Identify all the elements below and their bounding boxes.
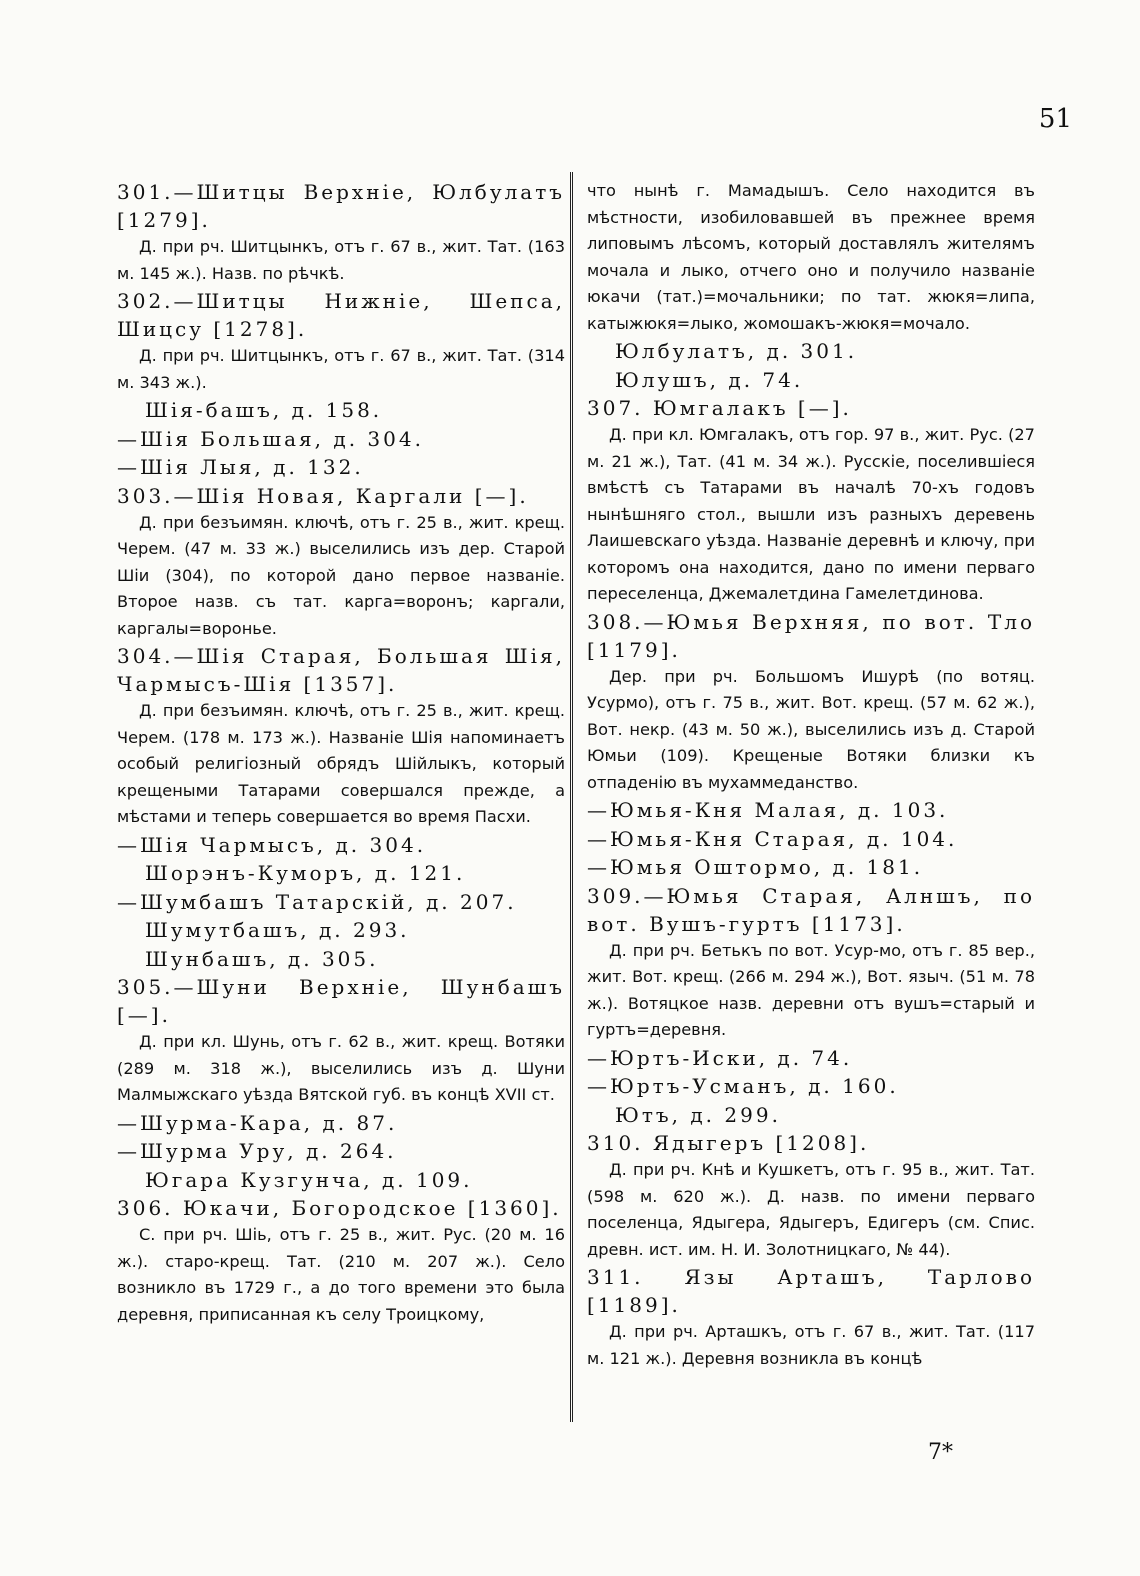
cross-reference: —Шумбашъ Татарскій, д. 207. — [117, 889, 517, 914]
printer-signature: 7* — [928, 1440, 953, 1465]
entry-heading: 310. Ядыгеръ [1208]. — [587, 1131, 870, 1155]
cross-reference: —Шурма-Кара, д. 87. — [117, 1110, 398, 1135]
cross-reference: Шія-башъ, д. 158. — [145, 398, 383, 422]
cross-reference: —Шія Большая, д. 304. — [117, 426, 424, 451]
right-column — [587, 178, 1035, 1372]
entry-body: Д. при кл. Шунь, отъ г. 62 в., жит. крещ. Вотяки (289 м. 318 ж.), выселились изъ д. Шуни Малмыжскаго уѣзда Вятской губ. въ концѣ XVII ст. — [117, 1032, 565, 1104]
cross-reference: Югара Кузгунча, д. 109. — [145, 1167, 473, 1192]
entry-heading: 309.—Юмья Старая, Алншъ, по вот. Вушъ-гуртъ [1173]. — [587, 883, 1035, 936]
entry-body: Д. при рч. Бетькъ по вот. Усур-мо, отъ г. 85 вер., жит. Вот. крещ. (266 м. 294 ж.), Вот. языч. (51 м. 78 ж.). Вотяцкое назв. деревни отъ вушъ=старый и гуртъ=деревня. — [587, 940, 1035, 1039]
column-divider — [570, 172, 573, 1422]
cross-reference: —Шурма Уру, д. 264. — [117, 1139, 397, 1163]
left-column — [117, 178, 565, 1328]
cross-reference: —Юртъ-Усманъ, д. 160. — [587, 1074, 899, 1098]
entry-heading: 308.—Юмья Верхняя, по вот. Тло [1179]. — [587, 609, 1035, 662]
entry-body: Д. при рч. Арташкъ, отъ г. 67 в., жит. Тат. (117 м. 121 ж.). Деревня возникла въ концѣ — [587, 1322, 1035, 1368]
page-number: 51 — [1038, 104, 1072, 134]
entry-body: Д. при рч. Шитцынкъ, отъ г. 67 в., жит. Тат. (163 м. 145 ж.). Назв. по рѣчкѣ. — [117, 237, 565, 283]
entry-heading: 305.—Шуни Верхніе, Шунбашъ [—]. — [117, 975, 565, 1027]
entry-body: Д. при рч. Шитцынкъ, отъ г. 67 в., жит. Тат. (314 м. 343 ж.). — [117, 346, 565, 392]
cross-reference: —Юртъ-Иски, д. 74. — [587, 1045, 853, 1070]
entry-body: Д. при безъимян. ключѣ, отъ г. 25 в., жит. крещ. Черем. (47 м. 33 ж.) выселились изъ дер. Старой Шіи (304), по которой дано первое названіе. Второе назв. съ тат. карга=воронъ; каргали, каргалы=воронье. — [117, 512, 565, 638]
cross-reference: —Юмья-Кня Малая, д. 103. — [587, 798, 949, 822]
cross-reference: —Юмья-Кня Старая, д. 104. — [587, 826, 958, 851]
entry-body: Д. при кл. Юмгалакъ, отъ гор. 97 в., жит. Рус. (27 м. 21 ж.), Тат. (41 м. 34 ж.). Русскіе, поселившіеся вмѣстѣ съ Татарами въ началѣ 70-хъ годовъ нынѣшняго стол., вышли изъ разныхъ деревень Лаишевскаго уѣзда. Названіе деревнѣ и ключу, при которомъ она находится, дано по имени перваго переселенца, Джемалетдина Гамелетдинова. — [587, 425, 1035, 603]
cross-reference: Шунбашъ, д. 305. — [145, 946, 379, 971]
cross-reference: Ютъ, д. 299. — [615, 1102, 781, 1127]
cross-reference: —Шія Чармысъ, д. 304. — [117, 832, 427, 857]
entry-body: Дер. при рч. Большомъ Ишурѣ (по вотяц. Усурмо), отъ г. 75 в., жит. Вот. крещ. (57 м. 62 ж.), Вот. некр. (43 м. 50 ж.), выселились изъ д. Старой Юмьи (109). Крещеные Вотяки близки къ отпаденію въ мухаммеданство. — [587, 666, 1035, 792]
cross-reference: —Юмья Оштормо, д. 181. — [587, 855, 924, 879]
entry-heading: 306. Юкачи, Богородское [1360]. — [117, 1196, 562, 1220]
entry-heading: 303.—Шія Новая, Каргали [—]. — [117, 483, 529, 508]
cross-reference: Шорэнъ-Куморъ, д. 121. — [145, 861, 466, 885]
cross-reference: —Шія Лыя, д. 132. — [117, 455, 364, 479]
entry-heading: 307. Юмгалакъ [—]. — [587, 396, 852, 420]
entry-body: Д. при безъимян. ключѣ, отъ г. 25 в., жит. крещ. Черем. (178 м. 173 ж.). Названіе Шія напоминаетъ особый религіозный обрядъ Шійлыкъ, который крещеными Татарами совершался прежде, а мѣстами и теперь совершается во время Пасхи. — [117, 701, 565, 826]
cross-reference: Шумутбашъ, д. 293. — [145, 918, 410, 942]
entry-heading: 301.—Шитцы Верхніе, Юлбулатъ [1279]. — [117, 180, 565, 232]
cross-reference: Юлушъ, д. 74. — [615, 367, 804, 392]
entry-body: что нынѣ г. Мамадышъ. Село находится въ мѣстности, изобиловавшей въ прежнее время липовымъ лѣсомъ, который доставлялъ жителямъ мочала и лыко, отчего оно и получило названіе юкачи (тат.)=мочальники; по тат. жюкя=липа, катыжюкя=лыко, жомошакъ-жюкя=мочало. — [587, 181, 1035, 333]
entry-body: Д. при рч. Кнѣ и Кушкетъ, отъ г. 95 в., жит. Тат. (598 м. 620 ж.). Д. назв. по имени перваго поселенца, Ядыгера, Ядыгеръ, Едигеръ (см. Спис. древн. ист. им. Н. И. Золотницкаго, № 44). — [587, 1160, 1035, 1259]
entry-body: С. при рч. Шіь, отъ г. 25 в., жит. Рус. (20 м. 16 ж.). старо-крещ. Тат. (210 м. 207 ж.). Село возникло въ 1729 г., а до того времени это была деревня, приписанная къ селу Троицкому, — [117, 1225, 565, 1324]
entry-heading: 311. Язы Арташъ, Тарлово [1189]. — [587, 1265, 1035, 1317]
cross-reference: Юлбулатъ, д. 301. — [615, 339, 858, 363]
entry-heading: 304.—Шія Старая, Большая Шія, Чармысъ-Шія [1357]. — [117, 644, 565, 696]
entry-heading: 302.—Шитцы Нижніе, Шепса, Шицсу [1278]. — [117, 289, 565, 341]
